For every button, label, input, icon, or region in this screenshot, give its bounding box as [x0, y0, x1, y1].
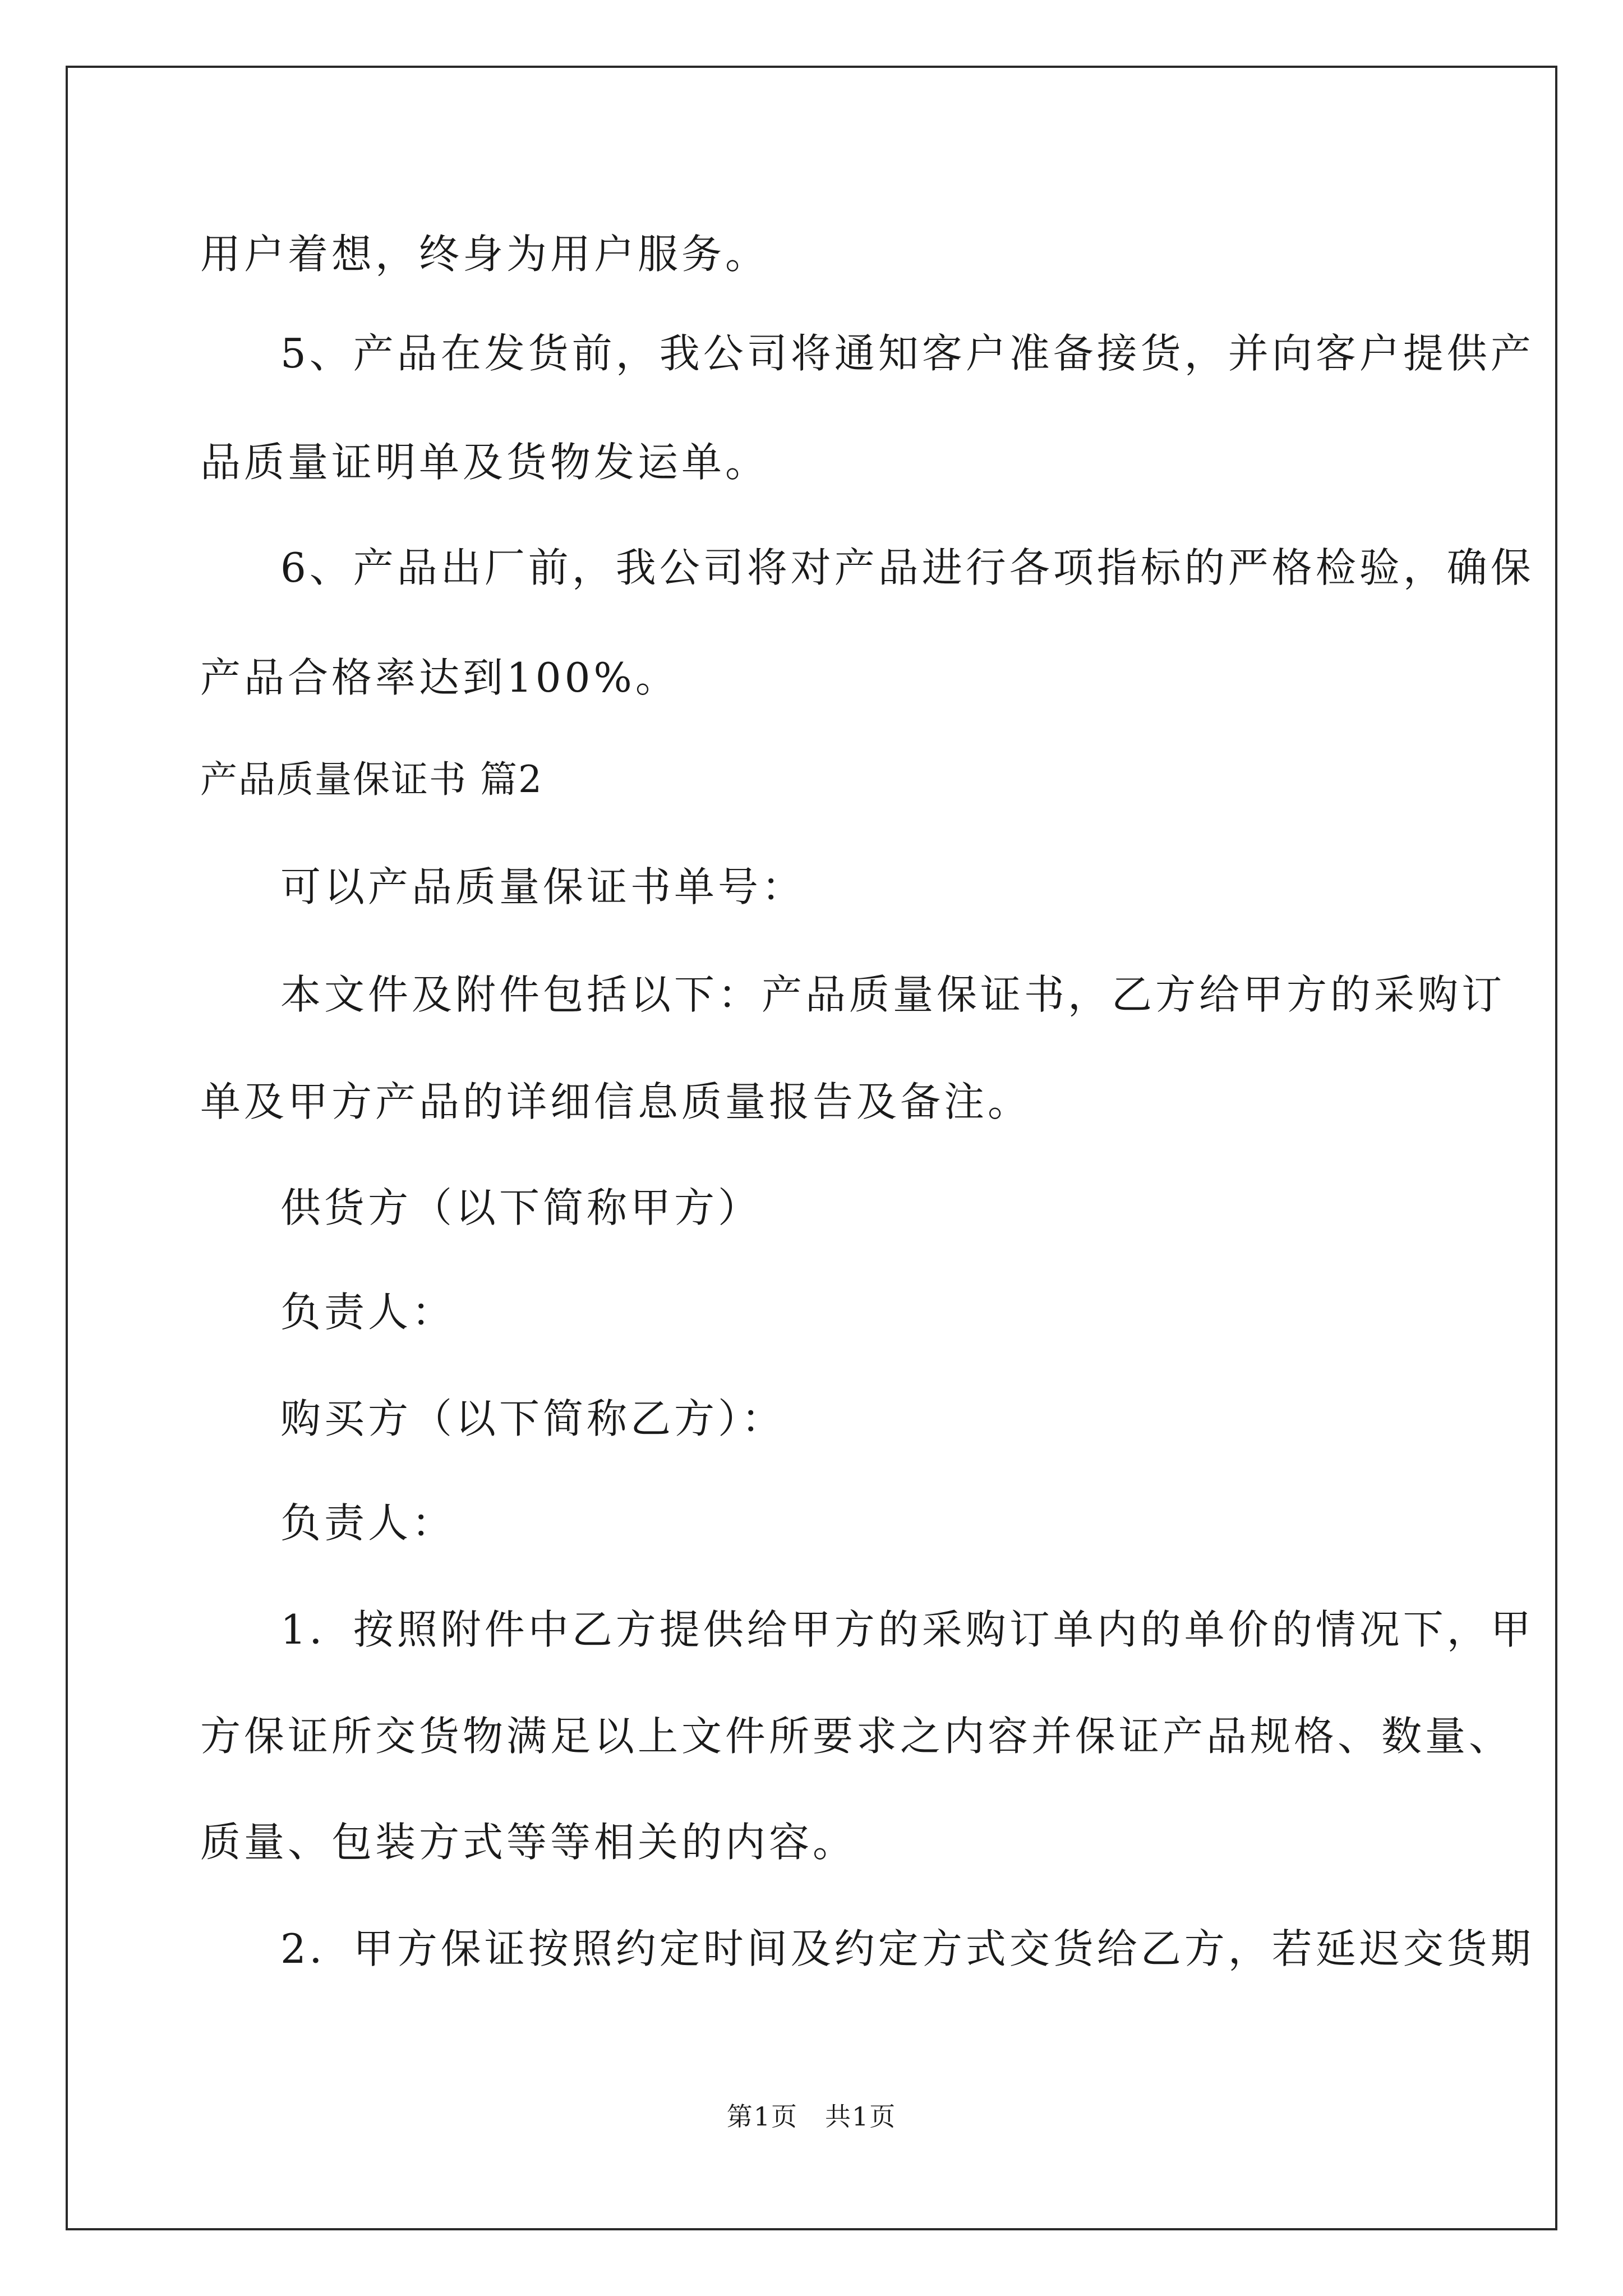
text-line-5: 产品合格率达到100%。 [200, 654, 679, 701]
text-line-3: 品质量证明单及货物发运单。 [200, 439, 769, 486]
text-line-14: 1．按照附件中乙方提供给甲方的采购订单内的单价的情况下，甲 [280, 1606, 1534, 1653]
page-border [66, 66, 1557, 2230]
text-line-7: 可以产品质量保证书单号： [280, 863, 806, 910]
text-line-16: 质量、包装方式等等相关的内容。 [200, 1819, 857, 1866]
text-line-17: 2．甲方保证按照约定时间及约定方式交货给乙方，若延迟交货期 [280, 1925, 1534, 1972]
text-line-9: 单及甲方产品的详细信息质量报告及备注。 [200, 1078, 1032, 1125]
page-number-footer: 第1页 共1页 [726, 2101, 897, 2132]
text-line-12: 购买方（以下简称乙方）： [280, 1395, 786, 1442]
text-line-2: 5、产品在发货前，我公司将通知客户准备接货，并向客户提供产 [280, 330, 1534, 377]
text-line-8: 本文件及附件包括以下：产品质量保证书，乙方给甲方的采购订 [280, 971, 1506, 1018]
text-line-11: 负责人： [280, 1289, 456, 1336]
text-line-13: 负责人： [280, 1499, 456, 1547]
text-line-10: 供货方（以下简称甲方） [280, 1184, 762, 1231]
text-line-15: 方保证所交货物满足以上文件所要求之内容并保证产品规格、数量、 [200, 1713, 1513, 1760]
text-line-4: 6、产品出厂前，我公司将对产品进行各项指标的严格检验，确保 [280, 544, 1534, 591]
text-line-1: 用户着想，终身为用户服务。 [200, 231, 769, 278]
section-heading: 产品质量保证书 篇2 [200, 758, 543, 801]
